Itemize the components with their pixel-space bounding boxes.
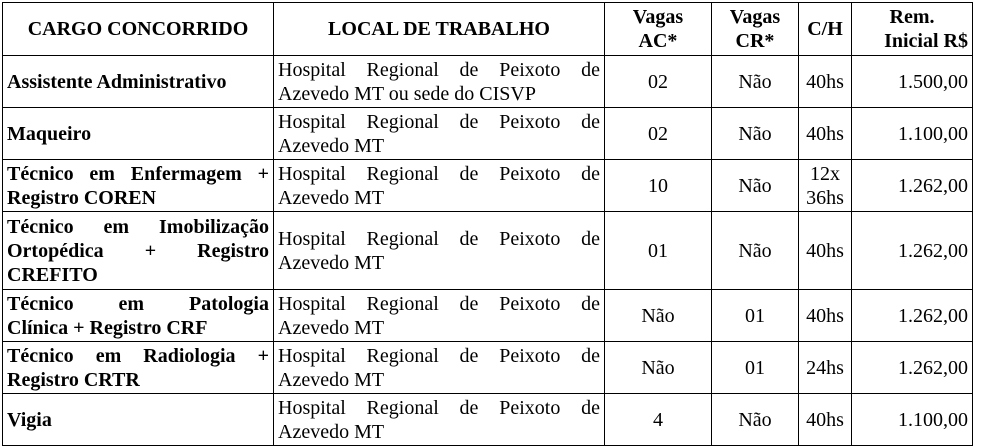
cell-cargo	[3, 290, 274, 342]
cell-cargo	[3, 108, 274, 160]
cell-local	[274, 394, 605, 446]
cell-ch	[799, 290, 852, 342]
ch-line: 40hs	[806, 122, 844, 145]
table-row	[3, 342, 973, 394]
cell-vagas-cr: Não	[712, 212, 799, 290]
cell-vagas-ac: 4	[605, 394, 712, 446]
cell-ch	[799, 160, 852, 212]
ch-line: 36hs	[806, 186, 844, 209]
table-row	[3, 394, 973, 446]
cell-cargo	[3, 56, 274, 108]
cell-vagas-cr: Não	[712, 108, 799, 160]
header-vagas-ac-line1: Vagas	[632, 6, 684, 28]
cargo-line: Técnico em Patologia	[7, 292, 269, 315]
cell-rem: 1.500,00	[852, 56, 973, 108]
cell-ch	[799, 56, 852, 108]
cell-rem: 1.262,00	[852, 212, 973, 290]
cargos-table	[2, 2, 973, 446]
cargo-line: Técnico em Imobilização	[7, 215, 269, 238]
cargo-line: CREFITO	[7, 263, 98, 286]
cell-vagas-ac: 10	[605, 160, 712, 212]
local-line: Azevedo MT ou sede do CISVP	[278, 82, 536, 105]
ch-line: 24hs	[806, 356, 844, 379]
local-line: Azevedo MT	[278, 251, 385, 274]
cargo-line: Ortopédica + Registro	[7, 239, 269, 262]
header-vagas-ac	[605, 3, 712, 56]
cell-vagas-ac: 02	[605, 56, 712, 108]
cell-vagas-cr: Não	[712, 56, 799, 108]
local-line: Hospital Regional de Peixoto de	[278, 344, 600, 367]
header-vagas-cr-line1: Vagas	[729, 6, 781, 28]
cell-ch	[799, 212, 852, 290]
local-line: Azevedo MT	[278, 420, 385, 443]
local-line: Hospital Regional de Peixoto de	[278, 227, 600, 250]
cell-local	[274, 342, 605, 394]
cargo-line: Técnico em Radiologia +	[7, 344, 269, 367]
cell-vagas-cr: Não	[712, 160, 799, 212]
local-line: Hospital Regional de Peixoto de	[278, 110, 600, 133]
table-row	[3, 56, 973, 108]
header-rem-line2: Inicial R$	[884, 30, 968, 52]
cell-cargo	[3, 160, 274, 212]
table-header-row	[3, 3, 973, 56]
header-rem-line1: Rem.	[889, 6, 935, 28]
header-cargo: CARGO CONCORRIDO	[3, 3, 274, 56]
cell-local	[274, 212, 605, 290]
cell-vagas-ac: Não	[605, 342, 712, 394]
header-vagas-ac-line2: AC*	[638, 30, 678, 52]
cell-vagas-ac: Não	[605, 290, 712, 342]
cell-cargo	[3, 342, 274, 394]
cell-vagas-cr: Não	[712, 394, 799, 446]
cell-local	[274, 108, 605, 160]
cell-vagas-ac: 02	[605, 108, 712, 160]
header-vagas-cr-line2: CR*	[735, 30, 775, 52]
ch-line: 40hs	[806, 70, 844, 93]
cell-vagas-ac: 01	[605, 212, 712, 290]
cargo-line: Registro CRTR	[7, 368, 140, 391]
local-line: Hospital Regional de Peixoto de	[278, 162, 600, 185]
cell-rem: 1.100,00	[852, 108, 973, 160]
cell-rem: 1.262,00	[852, 342, 973, 394]
cell-cargo	[3, 394, 274, 446]
table-row	[3, 290, 973, 342]
cell-rem: 1.262,00	[852, 290, 973, 342]
local-line: Hospital Regional de Peixoto de	[278, 292, 600, 315]
local-line: Hospital Regional de Peixoto de	[278, 396, 600, 419]
table-row	[3, 160, 973, 212]
cell-local	[274, 56, 605, 108]
cell-vagas-cr: 01	[712, 290, 799, 342]
header-local: LOCAL DE TRABALHO	[274, 3, 605, 56]
ch-line: 40hs	[806, 304, 844, 327]
cell-local	[274, 290, 605, 342]
cell-rem: 1.100,00	[852, 394, 973, 446]
cargo-line: Assistente Administrativo	[7, 70, 227, 93]
table-row	[3, 108, 973, 160]
ch-line: 40hs	[806, 408, 844, 431]
local-line: Azevedo MT	[278, 186, 385, 209]
ch-line: 12x	[810, 162, 840, 185]
cargo-line: Clínica + Registro CRF	[7, 316, 208, 339]
local-line: Azevedo MT	[278, 368, 385, 391]
ch-line: 40hs	[806, 239, 844, 262]
cargo-line: Técnico em Enfermagem +	[7, 162, 269, 185]
cargo-line: Vigia	[7, 408, 52, 431]
local-line: Azevedo MT	[278, 316, 385, 339]
local-line: Hospital Regional de Peixoto de	[278, 58, 600, 81]
cell-cargo	[3, 212, 274, 290]
table-row	[3, 212, 973, 290]
cell-vagas-cr: 01	[712, 342, 799, 394]
header-vagas-cr	[712, 3, 799, 56]
cell-ch	[799, 108, 852, 160]
header-rem	[852, 3, 973, 56]
local-line: Azevedo MT	[278, 134, 385, 157]
header-ch: C/H	[799, 3, 852, 56]
cell-ch	[799, 342, 852, 394]
cell-rem: 1.262,00	[852, 160, 973, 212]
cargo-line: Registro COREN	[7, 186, 157, 209]
cell-ch	[799, 394, 852, 446]
cell-local	[274, 160, 605, 212]
table-body	[3, 56, 973, 446]
cargo-line: Maqueiro	[7, 122, 92, 145]
